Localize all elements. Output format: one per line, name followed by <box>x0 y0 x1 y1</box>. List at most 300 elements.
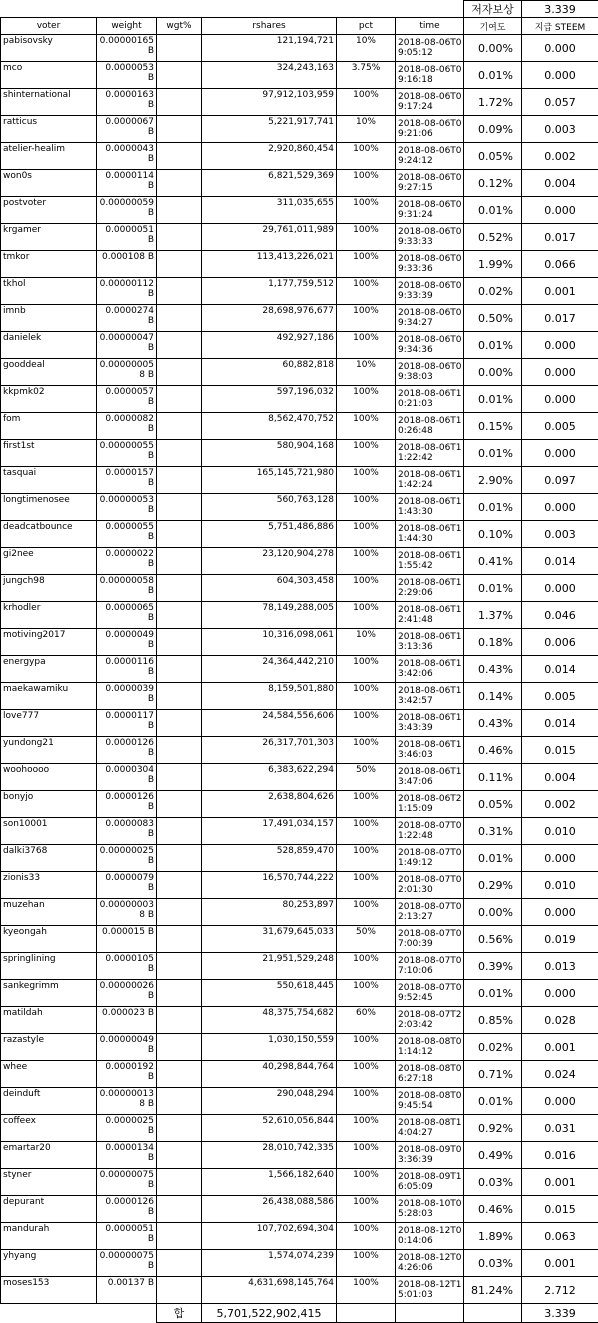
time-cell: 2018-08-06T09:27:15 <box>396 170 464 197</box>
contribution-cell: 0.01% <box>464 980 522 1007</box>
pct-cell: 100% <box>337 980 396 1007</box>
pct-cell: 100% <box>337 737 396 764</box>
table-row <box>1 1277 598 1304</box>
wgt-pct-cell <box>157 1007 202 1034</box>
table-row <box>1 980 598 1007</box>
contribution-cell: 0.18% <box>464 629 522 656</box>
contribution-cell: 0.12% <box>464 170 522 197</box>
time-cell: 2018-08-06T09:33:39 <box>396 278 464 305</box>
pct-cell: 100% <box>337 656 396 683</box>
contribution-cell: 0.02% <box>464 278 522 305</box>
table-row <box>1 629 598 656</box>
time-cell: 2018-08-07T02:01:30 <box>396 872 464 899</box>
contribution-cell: 0.09% <box>464 116 522 143</box>
contribution-cell: 0.01% <box>464 62 522 89</box>
contribution-cell: 0.50% <box>464 305 522 332</box>
rshares-cell: 107,702,694,304 <box>202 1223 337 1250</box>
voter-cell: springlining <box>1 953 97 980</box>
time-cell: 2018-08-06T13:43:39 <box>396 710 464 737</box>
rshares-cell: 80,253,897 <box>202 899 337 926</box>
table-row <box>1 953 598 980</box>
voter-cell: son10001 <box>1 818 97 845</box>
time-cell: 2018-08-06T10:21:03 <box>396 386 464 413</box>
contribution-cell: 0.03% <box>464 1169 522 1196</box>
pct-cell: 100% <box>337 1169 396 1196</box>
payout-cell: 0.001 <box>522 278 598 305</box>
author-reward-label: 저자보상 <box>464 1 522 18</box>
weight-cell: 0.00000058 B <box>97 575 157 602</box>
contribution-cell: 0.05% <box>464 791 522 818</box>
rshares-cell: 290,048,294 <box>202 1088 337 1115</box>
contribution-cell: 1.37% <box>464 602 522 629</box>
pct-cell: 100% <box>337 170 396 197</box>
wgt-pct-cell <box>157 305 202 332</box>
voter-cell: tasquai <box>1 467 97 494</box>
contribution-cell: 0.02% <box>464 1034 522 1061</box>
weight-cell: 0.0000083 B <box>97 818 157 845</box>
table-row <box>1 278 598 305</box>
voter-cell: jungch98 <box>1 575 97 602</box>
weight-cell: 0.0000126 B <box>97 1196 157 1223</box>
contribution-cell: 0.14% <box>464 683 522 710</box>
table-row <box>1 251 598 278</box>
weight-cell: 0.0000114 B <box>97 170 157 197</box>
pct-cell: 100% <box>337 1223 396 1250</box>
table-row <box>1 845 598 872</box>
wgt-pct-cell <box>157 629 202 656</box>
voter-cell: motiving2017 <box>1 629 97 656</box>
rshares-cell: 6,383,622,294 <box>202 764 337 791</box>
time-cell: 2018-08-12T00:14:06 <box>396 1223 464 1250</box>
weight-cell: 0.0000057 B <box>97 386 157 413</box>
wgt-pct-cell <box>157 980 202 1007</box>
weight-cell: 0.0000051 B <box>97 1223 157 1250</box>
header-row <box>1 18 598 35</box>
contribution-cell: 0.39% <box>464 953 522 980</box>
totals-row <box>1 1304 598 1323</box>
payout-cell: 0.003 <box>522 521 598 548</box>
payout-cell: 0.000 <box>522 494 598 521</box>
voter-cell: bonyjo <box>1 791 97 818</box>
time-cell: 2018-08-06T10:26:48 <box>396 413 464 440</box>
rshares-cell: 29,761,011,989 <box>202 224 337 251</box>
time-cell: 2018-08-06T09:34:36 <box>396 332 464 359</box>
voter-cell: matildah <box>1 1007 97 1034</box>
voter-cell: tmkor <box>1 251 97 278</box>
contribution-cell: 0.10% <box>464 521 522 548</box>
payout-cell: 0.001 <box>522 1250 598 1277</box>
pct-cell: 100% <box>337 872 396 899</box>
time-cell: 2018-08-06T11:42:24 <box>396 467 464 494</box>
col-header-time: time <box>396 18 464 35</box>
voter-cell: depurant <box>1 1196 97 1223</box>
payout-cell: 0.002 <box>522 791 598 818</box>
voter-cell: deinduft <box>1 1088 97 1115</box>
contribution-cell: 0.43% <box>464 710 522 737</box>
weight-cell: 0.00000075 B <box>97 1250 157 1277</box>
pct-cell: 100% <box>337 467 396 494</box>
wgt-pct-cell <box>157 278 202 305</box>
payout-cell: 0.063 <box>522 1223 598 1250</box>
weight-cell: 0.0000067 B <box>97 116 157 143</box>
voter-cell: yundong21 <box>1 737 97 764</box>
payout-cell: 0.017 <box>522 224 598 251</box>
wgt-pct-cell <box>157 1115 202 1142</box>
payout-cell: 0.028 <box>522 1007 598 1034</box>
voter-cell: longtimenosee <box>1 494 97 521</box>
time-cell: 2018-08-07T22:03:42 <box>396 1007 464 1034</box>
pct-cell: 100% <box>337 494 396 521</box>
time-cell: 2018-08-06T09:34:27 <box>396 305 464 332</box>
rshares-cell: 5,221,917,741 <box>202 116 337 143</box>
payout-cell: 0.005 <box>522 413 598 440</box>
pct-cell: 100% <box>337 791 396 818</box>
voter-cell: dalki3768 <box>1 845 97 872</box>
weight-cell: 0.000000038 B <box>97 899 157 926</box>
voter-cell: won0s <box>1 170 97 197</box>
contribution-cell: 0.05% <box>464 143 522 170</box>
weight-cell: 0.000108 B <box>97 251 157 278</box>
voter-cell: krgamer <box>1 224 97 251</box>
totals-rshares: 5,701,522,902,415 <box>202 1304 337 1323</box>
pct-cell: 10% <box>337 359 396 386</box>
payout-cell: 0.010 <box>522 818 598 845</box>
payout-cell: 0.000 <box>522 899 598 926</box>
payout-cell: 0.002 <box>522 143 598 170</box>
voter-cell: zionis33 <box>1 872 97 899</box>
time-cell: 2018-08-06T09:16:18 <box>396 62 464 89</box>
pct-cell: 50% <box>337 764 396 791</box>
voter-cell: kkpmk02 <box>1 386 97 413</box>
wgt-pct-cell <box>157 521 202 548</box>
time-cell: 2018-08-06T11:22:42 <box>396 440 464 467</box>
weight-cell: 0.00000075 B <box>97 1169 157 1196</box>
payout-cell: 0.016 <box>522 1142 598 1169</box>
rshares-cell: 5,751,486,886 <box>202 521 337 548</box>
payout-cell: 0.003 <box>522 116 598 143</box>
weight-cell: 0.000015 B <box>97 926 157 953</box>
time-cell: 2018-08-06T09:21:06 <box>396 116 464 143</box>
payout-cell: 0.014 <box>522 656 598 683</box>
rshares-cell: 604,303,458 <box>202 575 337 602</box>
rshares-cell: 28,010,742,335 <box>202 1142 337 1169</box>
voter-cell: mandurah <box>1 1223 97 1250</box>
summary-row <box>1 1 598 18</box>
table-row <box>1 1061 598 1088</box>
table-row <box>1 305 598 332</box>
contribution-cell: 0.41% <box>464 548 522 575</box>
contribution-cell: 0.92% <box>464 1115 522 1142</box>
voter-cell: postvoter <box>1 197 97 224</box>
weight-cell: 0.0000126 B <box>97 737 157 764</box>
table-row <box>1 62 598 89</box>
weight-cell: 0.0000126 B <box>97 791 157 818</box>
rshares-cell: 21,951,529,248 <box>202 953 337 980</box>
voter-cell: kyeongah <box>1 926 97 953</box>
payout-cell: 0.000 <box>522 197 598 224</box>
payout-cell: 0.066 <box>522 251 598 278</box>
weight-cell: 0.0000025 B <box>97 1115 157 1142</box>
weight-cell: 0.0000157 B <box>97 467 157 494</box>
wgt-pct-cell <box>157 845 202 872</box>
contribution-cell: 0.85% <box>464 1007 522 1034</box>
table-row <box>1 224 598 251</box>
rshares-cell: 52,610,056,844 <box>202 1115 337 1142</box>
table-row <box>1 1142 598 1169</box>
rshares-cell: 580,904,168 <box>202 440 337 467</box>
time-cell: 2018-08-06T12:29:06 <box>396 575 464 602</box>
payout-cell: 0.010 <box>522 872 598 899</box>
contribution-cell: 0.31% <box>464 818 522 845</box>
table-row <box>1 656 598 683</box>
table-row <box>1 1196 598 1223</box>
rshares-cell: 31,679,645,033 <box>202 926 337 953</box>
table-row <box>1 1250 598 1277</box>
voter-cell: emartar20 <box>1 1142 97 1169</box>
time-cell: 2018-08-06T12:41:48 <box>396 602 464 629</box>
table-row <box>1 170 598 197</box>
contribution-cell: 2.90% <box>464 467 522 494</box>
payout-cell: 0.000 <box>522 440 598 467</box>
pct-cell: 100% <box>337 1061 396 1088</box>
totals-payout: 3.339 <box>522 1304 598 1323</box>
rshares-cell: 2,920,860,454 <box>202 143 337 170</box>
time-cell: 2018-08-07T01:49:12 <box>396 845 464 872</box>
pct-cell: 100% <box>337 548 396 575</box>
pct-cell: 100% <box>337 197 396 224</box>
weight-cell: 0.00000049 B <box>97 1034 157 1061</box>
time-cell: 2018-08-09T03:36:39 <box>396 1142 464 1169</box>
payout-cell: 0.000 <box>522 845 598 872</box>
table-row <box>1 683 598 710</box>
weight-cell: 0.000000138 B <box>97 1088 157 1115</box>
weight-cell: 0.0000049 B <box>97 629 157 656</box>
time-cell: 2018-08-06T09:38:03 <box>396 359 464 386</box>
time-cell: 2018-08-06T09:31:24 <box>396 197 464 224</box>
table-row <box>1 143 598 170</box>
weight-cell: 0.00000059 B <box>97 197 157 224</box>
voter-cell: styner <box>1 1169 97 1196</box>
payout-cell: 2.712 <box>522 1277 598 1304</box>
weight-cell: 0.0000116 B <box>97 656 157 683</box>
col-header-pct: pct <box>337 18 396 35</box>
voter-cell: sankegrimm <box>1 980 97 1007</box>
col-header-wgt-pct: wgt% <box>157 18 202 35</box>
table-row <box>1 872 598 899</box>
wgt-pct-cell <box>157 116 202 143</box>
rshares-cell: 8,562,470,752 <box>202 413 337 440</box>
pct-cell: 100% <box>337 224 396 251</box>
pct-cell: 100% <box>337 413 396 440</box>
pct-cell: 100% <box>337 575 396 602</box>
contribution-cell: 0.01% <box>464 494 522 521</box>
voter-cell: imnb <box>1 305 97 332</box>
table-row <box>1 899 598 926</box>
pct-cell: 100% <box>337 278 396 305</box>
wgt-pct-cell <box>157 1169 202 1196</box>
pct-cell: 100% <box>337 332 396 359</box>
weight-cell: 0.0000053 B <box>97 62 157 89</box>
weight-cell: 0.00000165 B <box>97 35 157 62</box>
col-header-weight: weight <box>97 18 157 35</box>
weight-cell: 0.0000022 B <box>97 548 157 575</box>
contribution-cell: 0.29% <box>464 872 522 899</box>
pct-cell: 100% <box>337 143 396 170</box>
table-row <box>1 440 598 467</box>
wgt-pct-cell <box>157 332 202 359</box>
wgt-pct-cell <box>157 89 202 116</box>
rshares-cell: 10,316,098,061 <box>202 629 337 656</box>
wgt-pct-cell <box>157 791 202 818</box>
wgt-pct-cell <box>157 710 202 737</box>
table-row <box>1 359 598 386</box>
rshares-cell: 24,364,442,210 <box>202 656 337 683</box>
rshares-cell: 560,763,128 <box>202 494 337 521</box>
rshares-cell: 16,570,744,222 <box>202 872 337 899</box>
weight-cell: 0.0000055 B <box>97 521 157 548</box>
contribution-cell: 0.56% <box>464 926 522 953</box>
wgt-pct-cell <box>157 494 202 521</box>
pct-cell: 100% <box>337 305 396 332</box>
weight-cell: 0.000000058 B <box>97 359 157 386</box>
contribution-cell: 0.00% <box>464 899 522 926</box>
pct-cell: 60% <box>337 1007 396 1034</box>
table-row <box>1 386 598 413</box>
wgt-pct-cell <box>157 737 202 764</box>
pct-cell: 100% <box>337 1034 396 1061</box>
pct-cell: 100% <box>337 1250 396 1277</box>
pct-cell: 100% <box>337 845 396 872</box>
table-row <box>1 494 598 521</box>
wgt-pct-cell <box>157 386 202 413</box>
pct-cell: 100% <box>337 521 396 548</box>
table-row <box>1 467 598 494</box>
weight-cell: 0.0000134 B <box>97 1142 157 1169</box>
weight-cell: 0.00000047 B <box>97 332 157 359</box>
time-cell: 2018-08-06T21:15:09 <box>396 791 464 818</box>
weight-cell: 0.00000053 B <box>97 494 157 521</box>
table-row <box>1 548 598 575</box>
table-row <box>1 197 598 224</box>
time-cell: 2018-08-12T15:01:03 <box>396 1277 464 1304</box>
table-row <box>1 35 598 62</box>
payout-cell: 0.014 <box>522 548 598 575</box>
rshares-cell: 6,821,529,369 <box>202 170 337 197</box>
payout-cell: 0.014 <box>522 710 598 737</box>
payout-cell: 0.019 <box>522 926 598 953</box>
pct-cell: 100% <box>337 953 396 980</box>
voter-cell: maekawamiku <box>1 683 97 710</box>
payout-cell: 0.013 <box>522 953 598 980</box>
pct-cell: 100% <box>337 1115 396 1142</box>
rshares-cell: 597,196,032 <box>202 386 337 413</box>
rshares-cell: 97,912,103,959 <box>202 89 337 116</box>
contribution-cell: 0.01% <box>464 440 522 467</box>
contribution-cell: 0.00% <box>464 35 522 62</box>
payout-cell: 0.000 <box>522 1088 598 1115</box>
pct-cell: 10% <box>337 629 396 656</box>
weight-cell: 0.00000026 B <box>97 980 157 1007</box>
weight-cell: 0.0000117 B <box>97 710 157 737</box>
time-cell: 2018-08-06T09:17:24 <box>396 89 464 116</box>
time-cell: 2018-08-06T11:43:30 <box>396 494 464 521</box>
weight-cell: 0.00137 B <box>97 1277 157 1304</box>
payout-cell: 0.004 <box>522 170 598 197</box>
payout-cell: 0.097 <box>522 467 598 494</box>
rshares-cell: 1,566,182,640 <box>202 1169 337 1196</box>
table-row <box>1 1034 598 1061</box>
table-row <box>1 710 598 737</box>
payout-cell: 0.000 <box>522 980 598 1007</box>
wgt-pct-cell <box>157 899 202 926</box>
rshares-cell: 4,631,698,145,764 <box>202 1277 337 1304</box>
payout-cell: 0.005 <box>522 683 598 710</box>
contribution-cell: 0.46% <box>464 1196 522 1223</box>
pct-cell: 100% <box>337 251 396 278</box>
wgt-pct-cell <box>157 143 202 170</box>
col-header-payout: 지급 STEEM <box>522 18 598 35</box>
wgt-pct-cell <box>157 170 202 197</box>
table-row <box>1 764 598 791</box>
time-cell: 2018-08-07T02:13:27 <box>396 899 464 926</box>
table-row <box>1 116 598 143</box>
payout-cell: 0.000 <box>522 62 598 89</box>
wgt-pct-cell <box>157 413 202 440</box>
payout-cell: 0.015 <box>522 1196 598 1223</box>
table-row <box>1 332 598 359</box>
wgt-pct-cell <box>157 35 202 62</box>
payout-cell: 0.000 <box>522 386 598 413</box>
contribution-cell: 0.49% <box>464 1142 522 1169</box>
wgt-pct-cell <box>157 683 202 710</box>
time-cell: 2018-08-06T11:55:42 <box>396 548 464 575</box>
voter-cell: moses153 <box>1 1277 97 1304</box>
voter-cell: energypa <box>1 656 97 683</box>
time-cell: 2018-08-06T13:46:03 <box>396 737 464 764</box>
contribution-cell: 0.71% <box>464 1061 522 1088</box>
table-row <box>1 575 598 602</box>
voter-cell: gi2nee <box>1 548 97 575</box>
payout-cell: 0.024 <box>522 1061 598 1088</box>
author-reward-value: 3.339 <box>522 1 598 18</box>
weight-cell: 0.0000079 B <box>97 872 157 899</box>
rshares-cell: 60,882,818 <box>202 359 337 386</box>
pct-cell: 10% <box>337 116 396 143</box>
rshares-cell: 24,584,556,606 <box>202 710 337 737</box>
payout-cell: 0.017 <box>522 305 598 332</box>
table-row <box>1 737 598 764</box>
rshares-cell: 23,120,904,278 <box>202 548 337 575</box>
wgt-pct-cell <box>157 872 202 899</box>
pct-cell: 100% <box>337 1142 396 1169</box>
voter-cell: shinternational <box>1 89 97 116</box>
rshares-cell: 40,298,844,764 <box>202 1061 337 1088</box>
weight-cell: 0.0000192 B <box>97 1061 157 1088</box>
payout-cell: 0.000 <box>522 332 598 359</box>
rshares-cell: 48,375,754,682 <box>202 1007 337 1034</box>
payout-cell: 0.015 <box>522 737 598 764</box>
time-cell: 2018-08-06T13:42:57 <box>396 683 464 710</box>
time-cell: 2018-08-10T05:28:03 <box>396 1196 464 1223</box>
time-cell: 2018-08-07T09:52:45 <box>396 980 464 1007</box>
rshares-cell: 550,618,445 <box>202 980 337 1007</box>
rshares-cell: 26,438,088,586 <box>202 1196 337 1223</box>
contribution-cell: 0.01% <box>464 386 522 413</box>
wgt-pct-cell <box>157 818 202 845</box>
payout-cell: 0.000 <box>522 359 598 386</box>
table-row <box>1 1088 598 1115</box>
wgt-pct-cell <box>157 224 202 251</box>
